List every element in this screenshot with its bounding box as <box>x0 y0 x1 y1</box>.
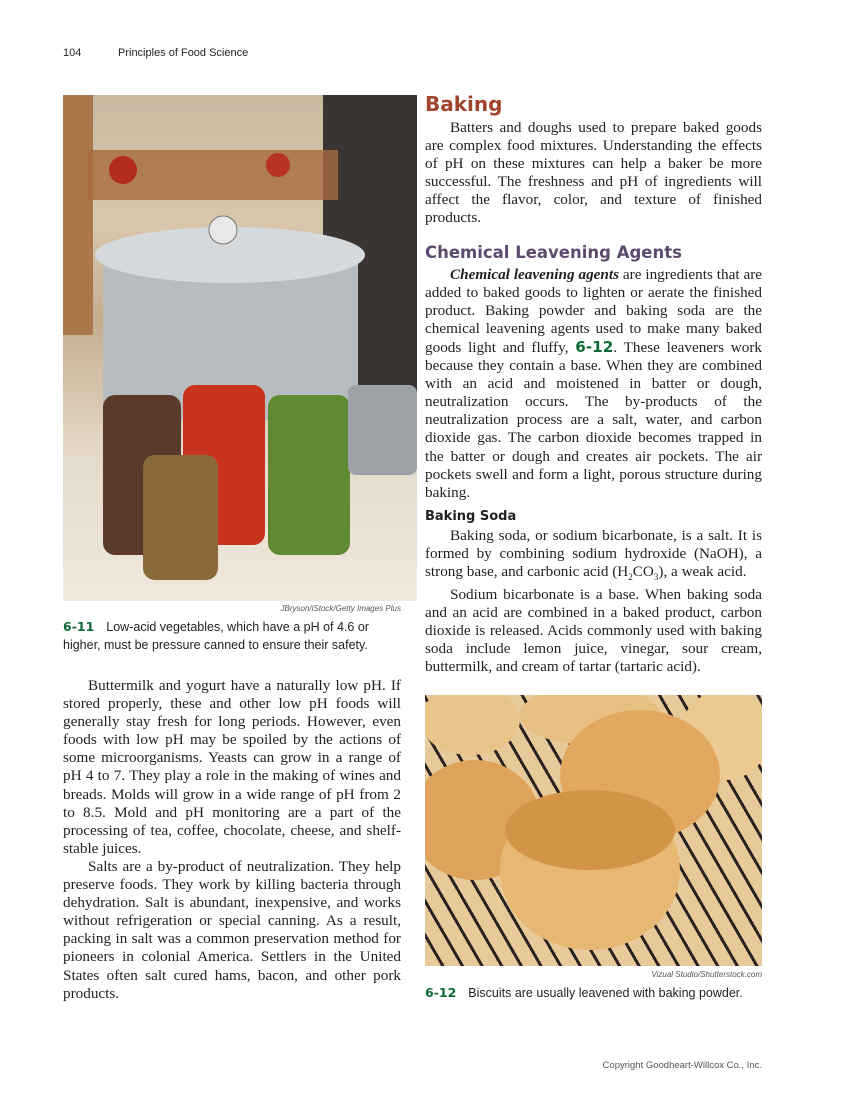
figure-reference[interactable]: 6-12 <box>575 337 614 356</box>
paragraph: Salts are a by-product of neutralization. They help preserve foods. They work by killing bacteria through dehydration. Salt is abundant, inexpensive, and works without refrigeration or special canning. As a result, packing in salt was a common preservation method for pioneers in colonial America. Settlers in the United States often salt cured hams, bacon, and other pork products. <box>63 857 401 1002</box>
pressure-canner-photo <box>63 95 417 601</box>
paragraph: Sodium bicarbonate is a base. When baking soda and an acid are combined in a baked product, carbon dioxide is released. Acids commonly used with baking soda include lemon juice, vinegar, sour cream, buttermilk, and cream of tartar (tartaric acid). <box>425 586 762 676</box>
topic-heading: Baking Soda <box>425 508 517 524</box>
running-header: Principles of Food Science <box>118 47 249 59</box>
biscuits-illustration <box>425 695 762 966</box>
section-heading: Baking <box>425 92 503 116</box>
text: Baking soda, or sodium bicarbonate, is a salt. It is formed by combining sodium hydroxide (NaOH), a strong base, and carbonic acid (H <box>425 526 762 580</box>
photo-credit: JBryson/iStock/Getty Images Plus <box>280 604 401 613</box>
right-column-text <box>425 92 762 677</box>
subscript: 2 <box>628 572 633 582</box>
left-column-text <box>63 677 401 1003</box>
text: . These leaveners work because they contain a base. When they are combined with an acid and moistened in batter or dough, neutralization occurs. The by-products of the neutralization process are a salt, water, and carbon dioxide gas. The carbon dioxide becomes trapped in the batter or dough and creates air pockets. The air pockets swell and form a light, porous structure during baking. <box>425 338 762 501</box>
figure-number: 6-12 <box>425 985 457 1000</box>
figure-caption <box>425 984 765 1002</box>
page-number: 104 <box>63 47 82 59</box>
figure-number: 6-11 <box>63 619 95 634</box>
caption-text: Biscuits are usually leavened with baking powder. <box>468 986 743 1000</box>
text: ), a weak acid. <box>658 562 747 580</box>
text: are ingredients that are added to baked goods to lighten or aerate the finished product. Baking powder and baking soda are the chemical leavening agents used to make many baked goods light and fluffy, <box>425 265 763 356</box>
paragraph: Buttermilk and yogurt have a naturally low pH. If stored properly, these and other low pH foods will generally stay fresh for long periods. However, even foods with low pH may be spoiled by the actions of some microorganisms. Yeasts can grow in a range of pH 4 to 7. They play a role in the making of wines and breads. Molds will grow in a wide range of pH from 2 to 8.5. Mold and pH monitoring are a part of the processing of tea, coffee, chocolate, cheese, and shelf-stable juices. <box>63 677 401 857</box>
paragraph <box>425 266 762 502</box>
pressure-canner-illustration <box>63 95 417 601</box>
figure-caption <box>63 618 403 654</box>
photo-credit: Vizual Studio/Shutterstock.com <box>651 970 762 979</box>
text: CO <box>632 562 654 580</box>
key-term: Chemical leavening agents <box>450 265 619 283</box>
biscuits-photo <box>425 695 762 966</box>
subscript: 3 <box>653 572 659 582</box>
copyright-footer: Copyright Goodheart-Willcox Co., Inc. <box>602 1060 762 1071</box>
caption-text: Low-acid vegetables, which have a pH of 4.6 or higher, must be pressure canned to ensure their safety. <box>63 620 369 652</box>
paragraph: Batters and doughs used to prepare baked goods are complex food mixtures. Understanding the effects of pH on these mixtures can help a baker be more successful. The freshness and pH of ingredients will affect the flavor, color, and texture of finished products. <box>425 119 762 227</box>
paragraph <box>425 527 762 586</box>
subsection-heading: Chemical Leavening Agents <box>425 242 682 262</box>
